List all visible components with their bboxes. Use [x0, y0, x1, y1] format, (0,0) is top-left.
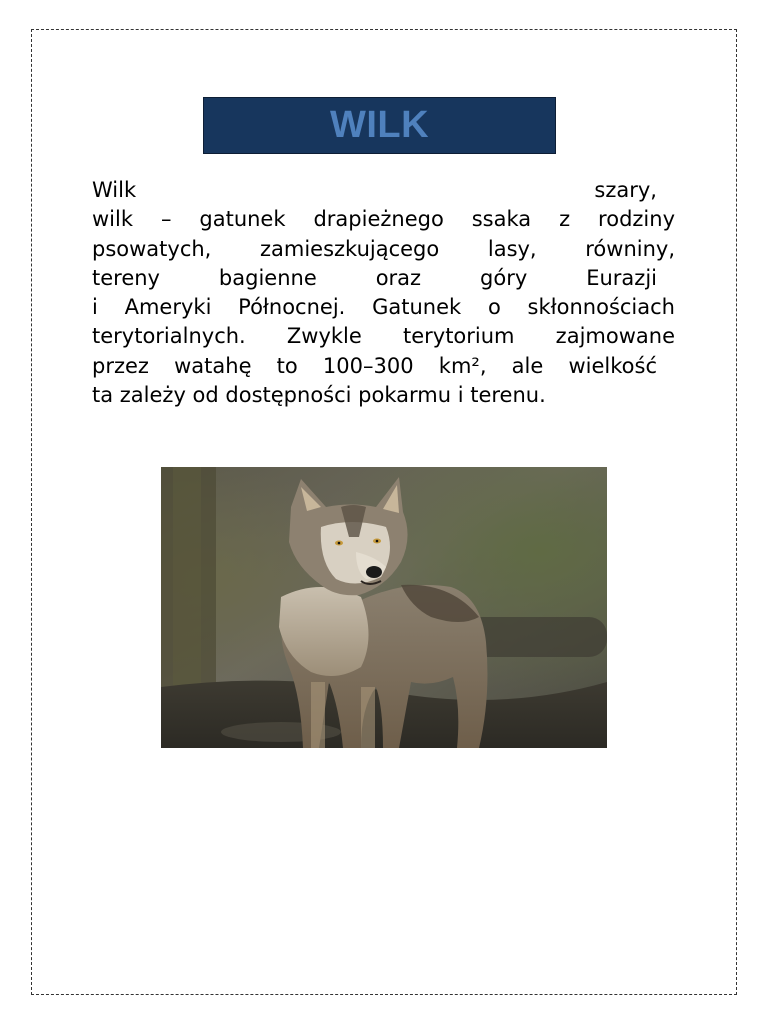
paragraph-line: psowatych, zamieszkującego lasy, równiny,: [92, 236, 675, 261]
paragraph-line: wilk – gatunek drapieżnego ssaka z rodziny: [92, 207, 675, 232]
wolf-photo: [161, 467, 607, 748]
paragraph-line: ta zależy od dostępności pokarmu i terenu.: [92, 383, 546, 408]
page-title: WILK: [329, 104, 430, 146]
title-banner: [203, 97, 556, 154]
paragraph-line: przez watahę to 100–300 km², ale wielkość: [92, 353, 657, 378]
body-paragraph: [92, 176, 675, 410]
paragraph-line: i Ameryki Północnej. Gatunek o skłonnościach: [92, 295, 675, 320]
paragraph-line: terytorialnych. Zwykle terytorium zajmowane: [92, 324, 675, 349]
wolf-illustration: [161, 467, 607, 748]
paragraph-line: tereny bagienne oraz góry Eurazji: [92, 265, 657, 290]
paragraph-line: Wilk szary,: [92, 178, 657, 202]
